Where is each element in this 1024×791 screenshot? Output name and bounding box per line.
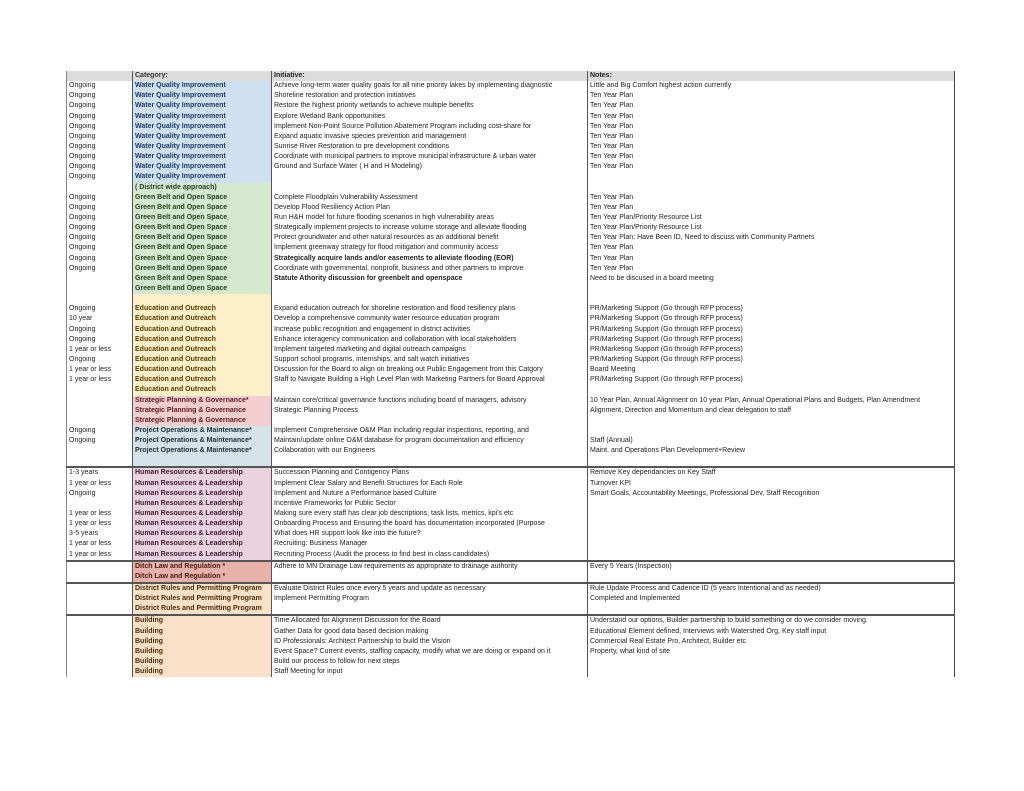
timeline-cell: 1 year or less (66, 345, 132, 355)
table-row (66, 446, 955, 456)
initiative-cell: Succession Planning and Contigency Plans (274, 469, 410, 477)
notes-cell: PR/Marketing Support (Go through RFP process) (587, 345, 955, 355)
notes-cell (587, 416, 955, 426)
table-row (66, 203, 955, 213)
table-row (66, 223, 955, 233)
notes-cell: Turnover KPI (587, 479, 955, 489)
notes-cell (587, 519, 955, 529)
initiative-cell: Protect groundwater and other natural resources as an additional benefit (274, 234, 499, 242)
category-cell: Ditch Law and Regulation * (132, 562, 272, 572)
notes-cell: Remove Key dependancies on Key Staff (587, 468, 955, 478)
notes-cell: Ten Year Plan (587, 162, 955, 172)
category-cell: Green Belt and Open Space (132, 274, 272, 284)
initiative-cell (272, 385, 587, 395)
initiative-cell: Enhance interagency communication and collaboration with local stakeholders (274, 335, 517, 343)
notes-cell: Maint. and Operations Plan Development+Review (587, 446, 955, 456)
timeline-cell: Ongoing (66, 223, 132, 233)
notes-cell: Educational Element defined, Interviews with Watershed Org, Key staff input (587, 627, 955, 637)
timeline-cell (66, 183, 132, 193)
table-row (66, 657, 955, 667)
table-row (66, 345, 955, 355)
timeline-cell: Ongoing (66, 489, 132, 499)
table-row (66, 550, 955, 562)
notes-cell: Ten Year Plan (587, 243, 955, 253)
table-row (66, 468, 955, 478)
timeline-cell: Ongoing (66, 335, 132, 345)
category-cell: Human Resources & Leadership (132, 529, 272, 539)
notes-cell: Commercial Real Estate Pro, Architect, Builder etc (587, 637, 955, 647)
header-timeline (66, 71, 132, 81)
notes-cell: Property, what kind of site (587, 647, 955, 657)
timeline-cell: Ongoing (66, 193, 132, 203)
table-row (66, 627, 955, 637)
notes-cell: Ten Year Plan/Priority Resource List (587, 213, 955, 223)
table-row (66, 122, 955, 132)
timeline-cell (66, 627, 132, 637)
notes-cell: Ten Year Plan (587, 132, 955, 142)
timeline-cell: Ongoing (66, 233, 132, 243)
notes-cell (587, 657, 955, 667)
initiative-cell: Maintain core/critical governance functions including board of managers, advisory (274, 396, 527, 404)
table-row (66, 456, 955, 468)
notes-cell: Rule Update Process and Cadence ID (5 years Intentional and as needed) (587, 584, 955, 594)
initiative-cell: Coordinate with governmental, nonprofit, business and other partners to improve (274, 264, 524, 272)
category-cell: Education and Outreach (132, 304, 272, 314)
notes-cell: Ten Year Plan (587, 101, 955, 111)
timeline-cell: 1 year or less (66, 509, 132, 519)
priorities-table (66, 71, 955, 677)
category-cell: Human Resources & Leadership (132, 509, 272, 519)
timeline-cell: Ongoing (66, 304, 132, 314)
notes-cell (587, 426, 955, 436)
notes-cell: Ten Year Plan (587, 112, 955, 122)
category-cell: Water Quality Improvement (132, 101, 272, 111)
table-row (66, 436, 955, 446)
table-row (66, 499, 955, 509)
notes-cell (587, 529, 955, 539)
notes-cell: Ten Year Plan/Priority Resource List (587, 223, 955, 233)
table-row (66, 604, 955, 616)
category-cell: Education and Outreach (132, 355, 272, 365)
table-row (66, 647, 955, 657)
timeline-cell: Ongoing (66, 122, 132, 132)
timeline-cell: Ongoing (66, 152, 132, 162)
table-row (66, 562, 955, 572)
initiative-cell: Adhere to MN Drainage Law requirements as appropriate to drainage authority (274, 562, 518, 570)
table-row (66, 637, 955, 647)
initiative-cell: ID Professionals: Architect Partnership to build the Vision (274, 637, 451, 645)
initiative-cell: Collaboration with our Engineers (274, 447, 376, 455)
table-row (66, 426, 955, 436)
category-cell: Water Quality Improvement (132, 152, 272, 162)
category-cell: Education and Outreach (132, 325, 272, 335)
initiative-cell: Build our process to follow for next steps (274, 658, 400, 666)
notes-cell (587, 456, 955, 466)
timeline-cell: Ongoing (66, 81, 132, 91)
header-notes: Notes: (587, 71, 955, 81)
header-initiative: Initiative: (274, 72, 305, 79)
timeline-cell (66, 294, 132, 304)
timeline-cell: Ongoing (66, 132, 132, 142)
initiative-cell (272, 456, 587, 466)
timeline-cell: 10 year (66, 314, 132, 324)
initiative-cell: Implement and Nuture a Performance based Culture (274, 489, 437, 497)
category-cell: District Rules and Permitting Program (132, 594, 272, 604)
initiative-cell: Implement Non-Point Source Pollution Abatement Program including cost-share for (274, 122, 532, 130)
category-cell: Education and Outreach (132, 385, 272, 395)
initiative-cell: Develop a comprehensive community water resource education program (274, 315, 500, 323)
timeline-cell (66, 604, 132, 614)
initiative-cell (272, 572, 587, 582)
initiative-cell (272, 183, 587, 193)
notes-cell: Every 5 Years (Inspection) (587, 562, 955, 572)
initiative-cell: What does HR support look like into the future? (274, 530, 421, 538)
category-cell: Building (132, 667, 272, 677)
table-row (66, 489, 955, 499)
timeline-cell: 1 year or less (66, 550, 132, 560)
category-cell: Project Operations & Maintenance* (132, 426, 272, 436)
table-row (66, 304, 955, 314)
initiative-cell: Coordinate with municipal partners to improve municipal infrastructure & urban water (274, 153, 537, 161)
timeline-cell (66, 637, 132, 647)
category-cell: Education and Outreach (132, 335, 272, 345)
table-row (66, 509, 955, 519)
table-row (66, 406, 955, 416)
timeline-cell (66, 274, 132, 284)
timeline-cell (66, 406, 132, 416)
table-row (66, 254, 955, 264)
notes-cell (587, 284, 955, 294)
category-cell: Human Resources & Leadership (132, 489, 272, 499)
initiative-cell: Sunrise River Restoration to pre development conditions (274, 142, 450, 150)
category-cell (132, 456, 272, 466)
notes-cell: Board Meeting (587, 365, 955, 375)
table-row (66, 416, 955, 426)
initiative-cell: Implement greenway strategy for flood mitigation and community access (274, 244, 499, 252)
timeline-cell: 1 year or less (66, 375, 132, 385)
timeline-cell: Ongoing (66, 172, 132, 182)
category-cell: Human Resources & Leadership (132, 519, 272, 529)
table-row (66, 594, 955, 604)
table-row (66, 132, 955, 142)
table-row (66, 385, 955, 395)
table-row (66, 193, 955, 203)
table-row (66, 667, 955, 677)
timeline-cell (66, 647, 132, 657)
initiative-cell: Recruting Process (Audit the process to find best in class candidates) (274, 550, 490, 558)
table-body (66, 81, 955, 677)
notes-cell: Ten Year Plan (587, 142, 955, 152)
category-cell: Water Quality Improvement (132, 132, 272, 142)
initiative-cell: Implement targeted marketing and digital outreach campaigns (274, 345, 466, 353)
timeline-cell: 1 year or less (66, 365, 132, 375)
timeline-cell: 1-3 years (66, 468, 132, 478)
notes-cell: PR/Marketing Support (Go through RFP process) (587, 304, 955, 314)
timeline-cell: Ongoing (66, 426, 132, 436)
category-cell: Strategic Planning & Governance (132, 416, 272, 426)
initiative-cell: Expand aquatic invasive species prevention and management (274, 132, 467, 140)
category-cell: Education and Outreach (132, 365, 272, 375)
initiative-cell (272, 294, 587, 304)
timeline-cell: Ongoing (66, 142, 132, 152)
timeline-cell (66, 446, 132, 456)
table-header (66, 71, 955, 81)
category-cell: Water Quality Improvement (132, 81, 272, 91)
initiative-cell: Shoreline restoration and protection initiatives (274, 92, 416, 100)
table-row (66, 355, 955, 365)
category-cell: Project Operations & Maintenance* (132, 446, 272, 456)
category-cell: Water Quality Improvement (132, 162, 272, 172)
table-row (66, 365, 955, 375)
timeline-cell: Ongoing (66, 91, 132, 101)
category-cell: Water Quality Improvement (132, 112, 272, 122)
notes-cell (587, 183, 955, 193)
category-cell: Human Resources & Leadership (132, 468, 272, 478)
notes-cell: Ten Year Plan: Have Been ID, Need to discuss with Community Partners (587, 233, 955, 243)
timeline-cell: Ongoing (66, 355, 132, 365)
notes-cell (587, 550, 955, 560)
notes-cell (587, 499, 955, 509)
initiative-cell: Explore Wetland Bank opportunities (274, 112, 386, 120)
timeline-cell (66, 416, 132, 426)
timeline-cell (66, 594, 132, 604)
initiative-cell: Strategic Planning Process (274, 406, 359, 414)
table-row (66, 335, 955, 345)
notes-cell (587, 172, 955, 182)
initiative-cell: Ground and Surface Water ( H and H Modeling) (274, 163, 422, 171)
initiative-cell: Expand education outreach for shoreline restoration and flood resiliency plans (274, 305, 516, 313)
category-cell: Green Belt and Open Space (132, 213, 272, 223)
initiative-cell: Support school programs, internships, and salt watch initiatives (274, 355, 470, 363)
table-row (66, 572, 955, 584)
category-cell: Ditch Law and Regulation * (132, 572, 272, 582)
initiative-cell (272, 172, 587, 182)
timeline-cell (66, 499, 132, 509)
timeline-cell: Ongoing (66, 112, 132, 122)
category-cell: Human Resources & Leadership (132, 539, 272, 549)
timeline-cell (66, 284, 132, 294)
notes-cell: Completed and Implemented (587, 594, 955, 604)
table-row (66, 162, 955, 172)
notes-cell: Understand our options, Builder partnership to build something or do we consider moving. (587, 616, 955, 626)
initiative-cell: Achieve long-term water quality goals for all nine priority lakes by implementing diagnostic (274, 82, 553, 90)
table-row (66, 396, 955, 406)
category-cell: Green Belt and Open Space (132, 254, 272, 264)
category-cell: Building (132, 616, 272, 626)
category-cell (132, 294, 272, 304)
table-row (66, 519, 955, 529)
initiative-cell: Staff to Navigate Building a High Level Plan with Marketing Partners for Board Approval (274, 376, 545, 384)
category-cell: Education and Outreach (132, 314, 272, 324)
table-row (66, 529, 955, 539)
notes-cell: 10 Year Plan, Annual Alignment on 10 year Plan, Annual Operational Plans and Budgets, Plan Amendment (587, 396, 955, 406)
notes-cell: Ten Year Plan (587, 193, 955, 203)
category-cell: Green Belt and Open Space (132, 233, 272, 243)
category-cell: Human Resources & Leadership (132, 550, 272, 560)
table-row (66, 479, 955, 489)
table-row (66, 264, 955, 274)
notes-cell: Ten Year Plan (587, 91, 955, 101)
timeline-cell: 1 year or less (66, 539, 132, 549)
notes-cell (587, 294, 955, 304)
initiative-cell: Strategically acquire lands and/or easements to alleviate flooding (EOR) (274, 254, 514, 262)
table-row (66, 91, 955, 101)
table-row (66, 539, 955, 549)
timeline-cell: 1 year or less (66, 519, 132, 529)
table-row (66, 233, 955, 243)
initiative-cell: Time Allocated for Alignment Discussion for the Board (274, 617, 441, 625)
initiative-cell: Restore the highest priority wetlands to achieve multiple benefits (274, 102, 474, 110)
notes-cell: Ten Year Plan (587, 203, 955, 213)
timeline-cell (66, 572, 132, 582)
initiative-cell (272, 604, 587, 614)
category-cell: Water Quality Improvement (132, 122, 272, 132)
initiative-cell (272, 284, 587, 294)
initiative-cell: Run H&H model for future flooding scenarios in high vulnerability areas (274, 213, 494, 221)
table-row (66, 284, 955, 294)
initiative-cell: Strategically implement projects to increase volume storage and alleviate flooding (274, 224, 527, 232)
initiative-cell: Maintain/update online O&M database for program documentation and efficiency (274, 437, 524, 445)
initiative-cell: Complete Floodplain Vulnerability Assessment (274, 193, 418, 201)
category-cell: Strategic Planning & Governance* (132, 396, 272, 406)
category-cell: Green Belt and Open Space (132, 284, 272, 294)
initiative-cell: Implement Comprehensive O&M Plan including regular inspections, reporting, and (274, 426, 529, 434)
table-row (66, 325, 955, 335)
timeline-cell: 3-5 years (66, 529, 132, 539)
notes-cell: Alignment, Direction and Momentum and clear delegation to staff (587, 406, 955, 416)
initiative-cell: Staff Meeting for input (274, 668, 343, 676)
notes-cell: Smart Goals, Accountability Meetings, Professional Dev, Staff Recognition (587, 489, 955, 499)
notes-cell: Ten Year Plan (587, 264, 955, 274)
category-cell: Human Resources & Leadership (132, 499, 272, 509)
notes-cell (587, 604, 955, 614)
table-row (66, 375, 955, 385)
category-cell: Education and Outreach (132, 345, 272, 355)
notes-cell (587, 509, 955, 519)
notes-cell (587, 539, 955, 549)
table-row (66, 183, 955, 193)
header-category: Category: (132, 71, 272, 81)
timeline-cell: Ongoing (66, 213, 132, 223)
category-cell: Water Quality Improvement (132, 142, 272, 152)
table-row (66, 213, 955, 223)
initiative-cell: Event Space? Current events, staffing capacity, modify what we are doing or expand on it (274, 647, 551, 655)
notes-cell (587, 385, 955, 395)
timeline-cell: Ongoing (66, 264, 132, 274)
timeline-cell (66, 385, 132, 395)
category-cell: Green Belt and Open Space (132, 193, 272, 203)
category-cell: District Rules and Permitting Program (132, 604, 272, 614)
table-row (66, 616, 955, 626)
initiative-cell: Statute Athority discussion for greenbelt and openspace (274, 274, 463, 282)
table-row (66, 112, 955, 122)
timeline-cell (66, 562, 132, 572)
table-row (66, 584, 955, 594)
table-row (66, 294, 955, 304)
initiative-cell: Implement Clear Salary and Benefit Structures for Each Role (274, 479, 463, 487)
initiative-cell: Evaluate District Rules once every 5 years and update as necessary (274, 585, 486, 593)
notes-cell: Staff (Annual) (587, 436, 955, 446)
table-row (66, 81, 955, 91)
timeline-cell (66, 657, 132, 667)
timeline-cell (66, 616, 132, 626)
category-cell: Human Resources & Leadership (132, 479, 272, 489)
timeline-cell: Ongoing (66, 203, 132, 213)
category-cell: Education and Outreach (132, 375, 272, 385)
timeline-cell: Ongoing (66, 325, 132, 335)
notes-cell: PR/Marketing Support (Go through RFP process) (587, 325, 955, 335)
initiative-cell: Discussion for the Board to align on breaking out Public Engagement from this Catgory (274, 366, 543, 374)
category-cell: Green Belt and Open Space (132, 264, 272, 274)
notes-cell: Ten Year Plan (587, 152, 955, 162)
initiative-cell: Recruiting: Business Manager (274, 540, 368, 548)
initiative-cell: Incentive Frameworks for Public Sector (274, 499, 396, 507)
table-row (66, 314, 955, 324)
table-row (66, 274, 955, 284)
category-cell: Building (132, 627, 272, 637)
category-cell: Project Operations & Maintenance* (132, 436, 272, 446)
timeline-cell (66, 584, 132, 594)
timeline-cell: Ongoing (66, 254, 132, 264)
notes-cell: PR/Marketing Support (Go through RFP process) (587, 314, 955, 324)
category-cell: Green Belt and Open Space (132, 203, 272, 213)
category-cell: District Rules and Permitting Program (132, 584, 272, 594)
timeline-cell: Ongoing (66, 436, 132, 446)
table-row (66, 243, 955, 253)
timeline-cell (66, 396, 132, 406)
notes-cell: Need to be discused in a board meeting (587, 274, 955, 284)
initiative-cell: Gather Data for good data based decision making (274, 627, 429, 635)
initiative-cell: Develop Flood Resiliency Action Plan (274, 203, 390, 211)
category-cell: Green Belt and Open Space (132, 223, 272, 233)
initiative-cell: Increase public recognition and engagement in district activities (274, 325, 471, 333)
category-cell: Building (132, 637, 272, 647)
initiative-cell: Onboarding Process and Ensuring the board has documentation incorporated (Purpose (274, 520, 545, 528)
category-cell: Building (132, 647, 272, 657)
category-cell: Building (132, 657, 272, 667)
notes-cell (587, 572, 955, 582)
timeline-cell: Ongoing (66, 162, 132, 172)
initiative-cell: Making sure every staff has clear job descriptions, task lists, metrics, kpi's etc (274, 510, 514, 518)
category-cell: Green Belt and Open Space (132, 243, 272, 253)
table-row (66, 172, 955, 182)
timeline-cell: Ongoing (66, 243, 132, 253)
notes-cell: Little and Big Comfort highest action currently (587, 81, 955, 91)
initiative-cell (272, 416, 587, 426)
category-cell: ( District wide approach) (132, 183, 272, 193)
category-cell: Strategic Planning & Governance (132, 406, 272, 416)
notes-cell: PR/Marketing Support (Go through RFP process) (587, 355, 955, 365)
initiative-cell: Implement Permitting Program (274, 595, 369, 603)
timeline-cell: 1 year or less (66, 479, 132, 489)
notes-cell (587, 667, 955, 677)
notes-cell: PR/Marketing Support (Go through RFP process) (587, 375, 955, 385)
table-row (66, 101, 955, 111)
table-row (66, 152, 955, 162)
category-cell: Water Quality Improvement (132, 91, 272, 101)
timeline-cell: Ongoing (66, 101, 132, 111)
timeline-cell (66, 456, 132, 466)
notes-cell: Ten Year Plan (587, 254, 955, 264)
category-cell: Water Quality Improvement (132, 172, 272, 182)
table-row (66, 142, 955, 152)
timeline-cell (66, 667, 132, 677)
notes-cell: Ten Year Plan (587, 122, 955, 132)
notes-cell: PR/Marketing Support (Go through RFP process) (587, 335, 955, 345)
